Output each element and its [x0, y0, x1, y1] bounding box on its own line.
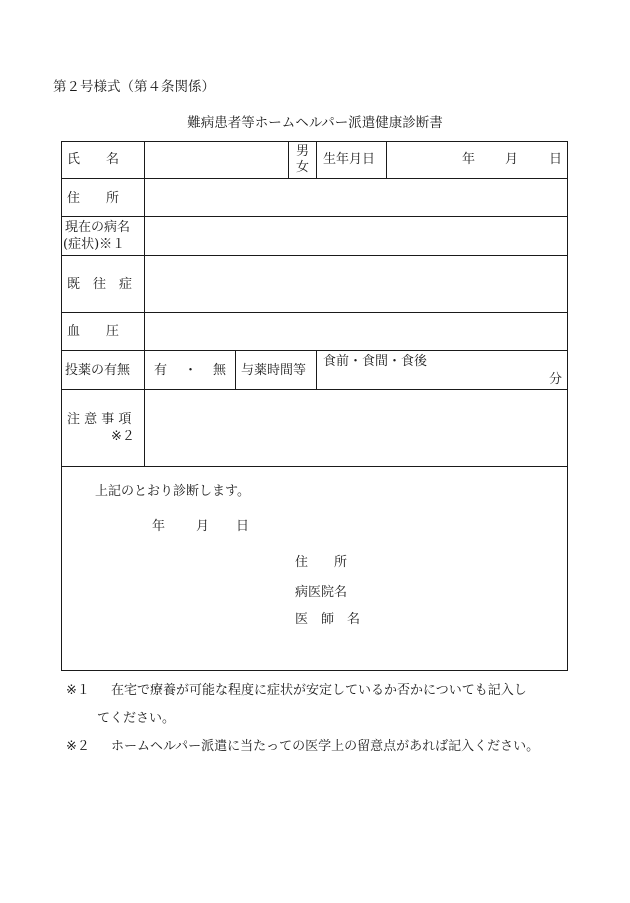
birthdate-label: 生年月日	[323, 152, 376, 167]
hospital-name-label: 病医院名	[295, 585, 348, 600]
footnote-2-mark: ※２	[66, 739, 90, 754]
past-history-label: 既 往 症	[67, 277, 133, 292]
form-title: 難病患者等ホームヘルパー派遣健康診断書	[187, 115, 443, 131]
gender-male-option[interactable]: 男	[296, 144, 310, 159]
certification-statement: 上記のとおり診断します。	[95, 484, 250, 499]
dosage-divider	[316, 350, 317, 390]
blood-pressure-field[interactable]	[151, 325, 551, 339]
name-label: 氏 名	[67, 152, 120, 167]
footnote-1-mark: ※１	[66, 683, 90, 698]
birth-day-unit: 日	[549, 152, 563, 167]
row-divider	[61, 216, 568, 217]
gender-right-divider	[316, 141, 317, 179]
row-divider	[61, 389, 568, 390]
dosage-minutes-unit: 分	[549, 372, 563, 387]
footnote-2-text: ホームヘルパー派遣に当たっての医学上の留意点があれば記入ください。	[111, 739, 540, 754]
table-border-left	[61, 141, 62, 671]
table-border-right	[567, 141, 568, 671]
certification-year-unit: 年	[152, 519, 166, 534]
notes-label: 注 意 事 項	[67, 412, 132, 427]
birth-month-unit: 月	[505, 152, 519, 167]
table-border-bottom	[61, 670, 568, 671]
notes-field[interactable]	[151, 421, 551, 435]
medication-no-option[interactable]: 無	[213, 363, 227, 378]
gender-left-divider	[288, 141, 289, 179]
row-divider	[61, 312, 568, 313]
dosage-timing-options[interactable]: 食前・食間・食後	[323, 354, 428, 369]
gender-female-option[interactable]: 女	[296, 160, 310, 175]
health-certificate-table	[61, 141, 568, 671]
form-number: 第２号様式（第４条関係）	[53, 79, 215, 95]
medication-label: 投薬の有無	[65, 363, 131, 378]
address-label: 住 所	[67, 191, 120, 206]
current-illness-field[interactable]	[151, 229, 551, 243]
row-divider	[61, 466, 568, 467]
medication-separator: ・	[184, 363, 198, 378]
row-divider	[61, 255, 568, 256]
footnote-1-text: 在宅で療養が可能な程度に症状が安定しているか否かについても記入し	[111, 683, 527, 698]
name-field[interactable]	[151, 153, 281, 167]
row-divider	[61, 350, 568, 351]
table-border-top	[61, 141, 568, 142]
doctor-address-label: 住 所	[295, 555, 348, 570]
row-divider	[61, 178, 568, 179]
notes-label-sub: ※２	[111, 429, 135, 444]
address-field[interactable]	[151, 192, 551, 206]
birthdate-divider	[386, 141, 387, 179]
certification-month-unit: 月	[196, 519, 210, 534]
medication-yes-option[interactable]: 有	[154, 363, 168, 378]
birth-year-unit: 年	[462, 152, 476, 167]
dosage-time-label: 与薬時間等	[241, 363, 307, 378]
footnote-1-text-continued: てください。	[97, 711, 176, 726]
current-illness-label-sub: (症状)※１	[63, 237, 126, 252]
blood-pressure-label: 血 圧	[67, 324, 120, 339]
doctor-name-label: 医 師 名	[295, 612, 361, 627]
past-history-field[interactable]	[151, 278, 551, 292]
medication-divider	[235, 350, 236, 390]
label-column-divider	[144, 141, 145, 467]
certification-day-unit: 日	[236, 519, 250, 534]
current-illness-label: 現在の病名	[65, 220, 131, 235]
